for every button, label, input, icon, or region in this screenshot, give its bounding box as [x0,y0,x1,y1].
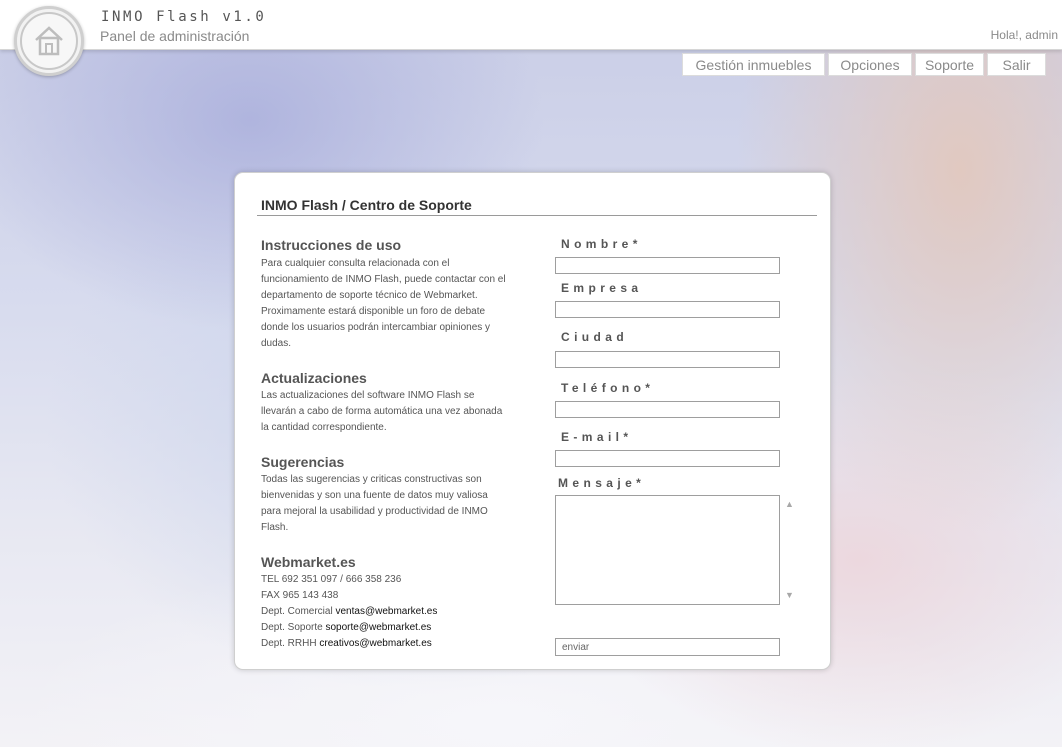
title-divider [257,215,817,216]
contact-soporte [261,620,431,636]
nav-salir[interactable]: Salir [987,53,1046,76]
section-heading-instrucciones: Instrucciones de uso [261,237,402,253]
contact-fax: FAX 965 143 438 [261,590,339,601]
contact-rrhh [261,636,432,652]
rrhh-label: Dept. RRHH [261,638,317,649]
contact-tel: TEL 692 351 097 / 666 358 236 [261,574,402,585]
comercial-email-link[interactable]: ventas@webmarket.es [335,606,438,617]
email-field[interactable] [555,450,780,467]
comercial-label: Dept. Comercial [261,606,333,617]
contact-comercial [261,604,437,620]
section-text-actualizaciones: Las actualizaciones del software INMO Flash se llevarán a cabo de forma automática una vez abonada la cantidad correspondiente. [261,390,503,433]
home-icon [20,12,78,70]
app-title: INMO Flash v1.0 [101,9,267,25]
scroll-down-icon[interactable]: ▼ [785,590,794,600]
support-panel [234,172,831,670]
section-heading-actualizaciones: Actualizaciones [261,370,367,386]
enviar-button[interactable]: enviar [555,638,780,656]
ciudad-label: Ciudad [561,330,629,344]
nombre-field[interactable] [555,257,780,274]
nav-gestion-inmuebles[interactable]: Gestión inmuebles [682,53,825,76]
contact-heading: Webmarket.es [261,554,356,570]
email-label: E-mail* [561,430,633,444]
app-subtitle: Panel de administración [100,28,250,44]
nombre-label: Nombre* [561,237,642,251]
home-logo[interactable] [14,6,84,76]
nav-soporte[interactable]: Soporte [915,53,984,76]
user-greeting: Hola!, admin [990,28,1058,42]
soporte-label: Dept. Soporte [261,622,323,633]
scroll-up-icon[interactable]: ▲ [785,499,794,509]
section-heading-sugerencias: Sugerencias [261,454,345,470]
soporte-email-link[interactable]: soporte@webmarket.es [325,622,432,633]
telefono-label: Teléfono* [561,381,655,395]
mensaje-textarea[interactable] [555,495,780,605]
ciudad-field[interactable] [555,351,780,368]
mensaje-label: Mensaje* [558,476,646,490]
rrhh-email-link[interactable]: creativos@webmarket.es [319,638,432,649]
section-text-instrucciones: Para cualquier consulta relacionada con el funcionamiento de INMO Flash, puede contactar con el departamento de soporte técnico de Webmarket. Proximamente estará disponible un foro de debate donde los usuarios podrán intercambiar opiniones y dudas. [261,258,506,349]
app-header [0,0,1062,50]
section-text-sugerencias: Todas las sugerencias y criticas constructivas son bienvenidas y son una fuente de datos muy valiosa para mejoral la usabilidad y productividad de INMO Flash. [261,474,488,533]
panel-title: INMO Flash / Centro de Soporte [261,197,472,213]
empresa-field[interactable] [555,301,780,318]
nav-opciones[interactable]: Opciones [828,53,912,76]
telefono-field[interactable] [555,401,780,418]
empresa-label: Empresa [561,281,643,295]
